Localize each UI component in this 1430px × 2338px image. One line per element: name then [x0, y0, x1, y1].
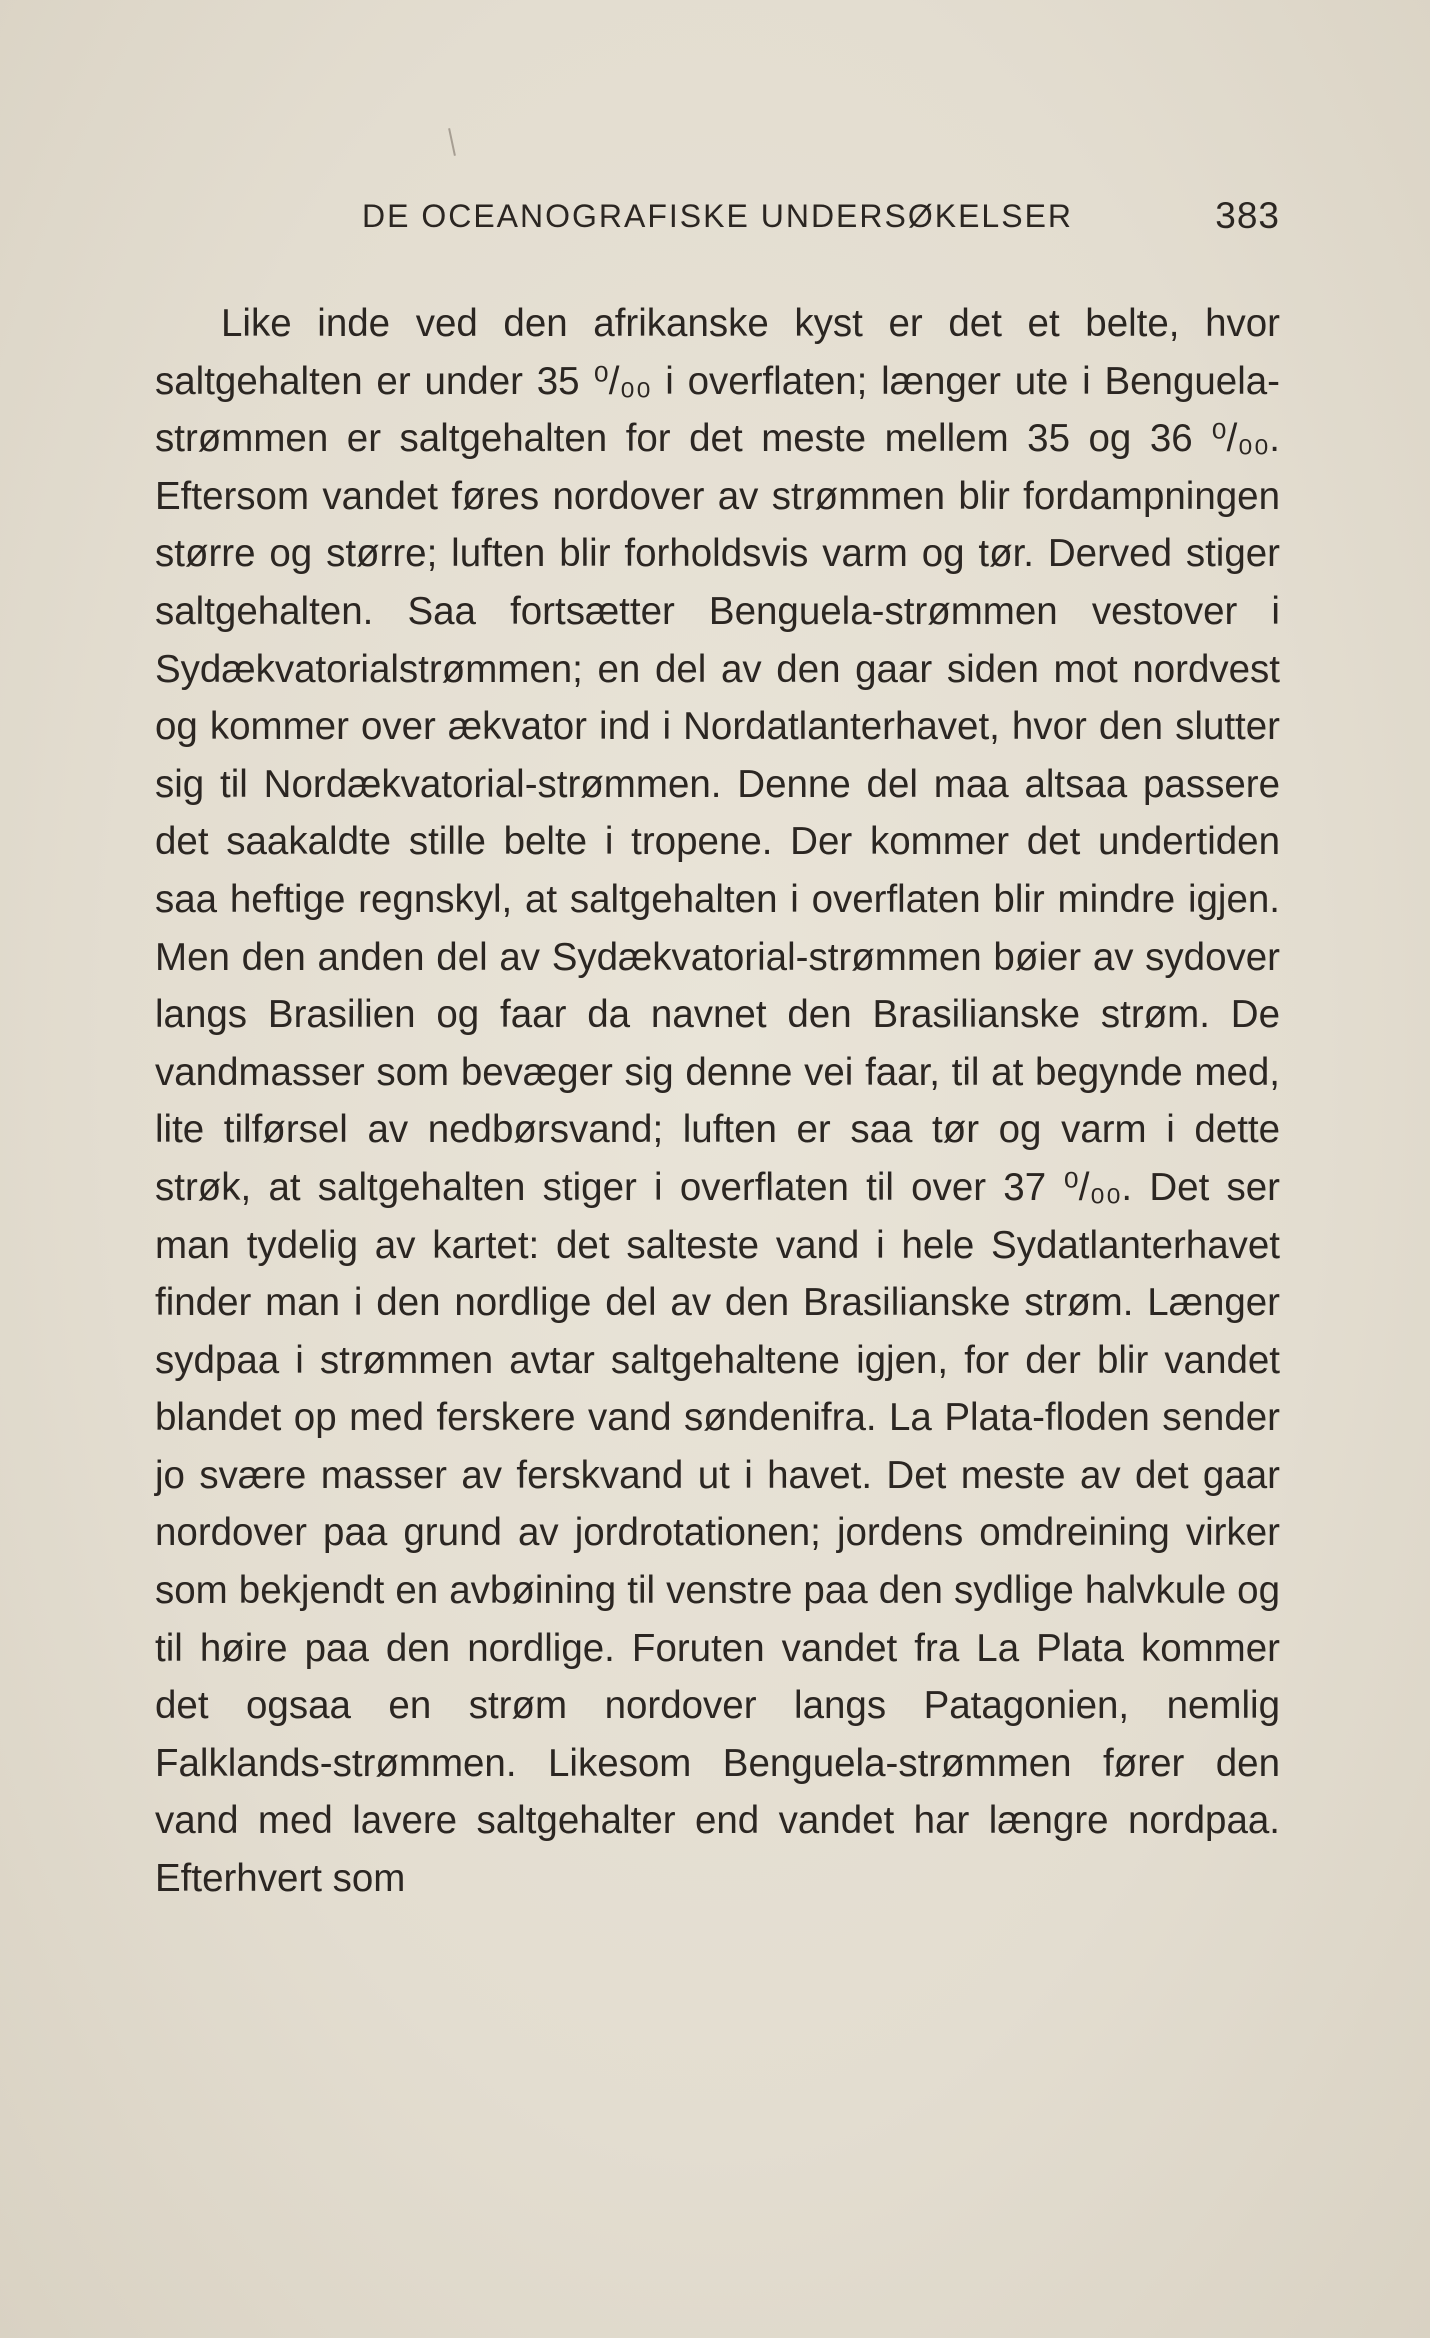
stray-ink-mark	[448, 128, 456, 156]
running-title: DE OCEANOGRAFISKE UNDERSØKELSER	[361, 198, 1074, 234]
running-head	[155, 192, 1280, 240]
page-number: 383	[1215, 195, 1280, 236]
body-text	[155, 295, 1280, 1908]
body-paragraph: Like inde ved den afrikanske kyst er det et belte, hvor saltgehalten er under 35 ⁰/₀₀ i overflaten; længer ute i Benguela-strømmen er saltgehalten for det meste mellem 35 og 36 ⁰/₀₀. Eftersom vandet føres nordover av strømmen blir fordampningen større og større; luften blir forholdsvis varm og tør. Derved stiger saltgehalten. Saa fortsætter Benguela-strømmen vestover i Sydækvatorialstrømmen; en del av den gaar siden mot nordvest og kommer over ækvator ind i Nordatlanterhavet, hvor den slutter sig til Nordækvatorial-strømmen. Denne del maa altsaa passere det saakaldte stille belte i tropene. Der kommer det undertiden saa heftige regnskyl, at saltgehalten i overflaten blir mindre igjen. Men den anden del av Sydækvatorial-strømmen bøier av sydover langs Brasilien og faar da navnet den Brasilianske strøm. De vandmasser som bevæger sig denne vei faar, til at begynde med, lite tilførsel av nedbørsvand; luften er saa tør og varm i dette strøk, at saltgehalten stiger i overflaten til over 37 ⁰/₀₀. Det ser man tydelig av kartet: det salteste vand i hele Sydatlanterhavet finder man i den nordlige del av den Brasilianske strøm. Længer sydpaa i strømmen avtar saltgehaltene igjen, for der blir vandet blandet op med ferskere vand søndenifra. La Plata-floden sender jo svære masser av ferskvand ut i havet. Det meste av det gaar nordover paa grund av jordrotationen; jordens omdreining virker som bekjendt en avbøining til venstre paa den sydlige halvkule og til høire paa den nordlige. Foruten vandet fra La Plata kommer det ogsaa en strøm nordover langs Patagonien, nemlig Falklands-strømmen. Likesom Benguela-strømmen fører den vand med lavere saltgehalter end vandet har længre nordpaa. Efterhvert som	[155, 302, 1280, 1901]
